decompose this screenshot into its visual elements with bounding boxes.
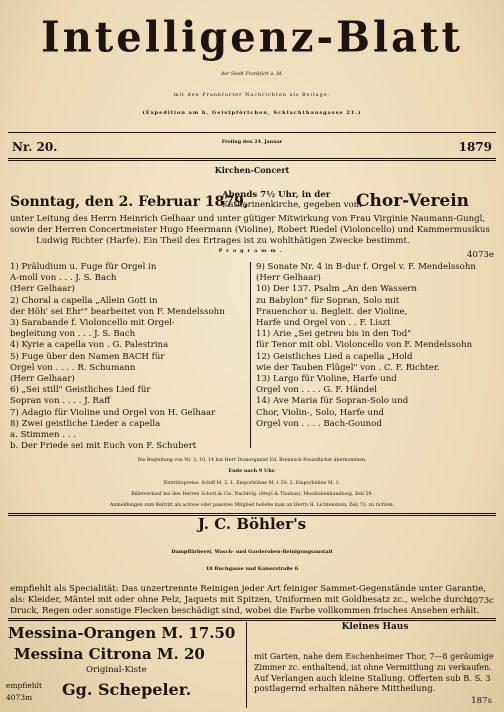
haus-line2: Zimmer zc. enthaltend, ist ohne Vermittlung zu verkaufen. (254, 663, 492, 672)
program-item: 8) Zwei geistliche Lieder a capella (10, 418, 161, 429)
program-item: (Herr Gelhaar) (10, 284, 75, 295)
boehler-address: 18 Buchgasse und Kaiserstraße 6 (205, 566, 299, 572)
membership-note: Anmeldungen zum Beitritt als actives oder passives Mitglied beliebe man an Herrn H. Lichtenstein, Zeil 73, zu richten. (109, 503, 395, 508)
boehler-line5: Druck, Regen oder sonstige Flecken beschädigt sind, wobei die Farbe vollkommen frisches Ansehen erhält. (10, 606, 480, 616)
haus-line3: Auf Verlangen auch kleine Stallung. Offerten sub B. S. 3 (254, 673, 491, 683)
issue-date: Freitag den 24. Januar (221, 140, 283, 145)
program-item: a. Stimmen . . . (10, 430, 76, 441)
program-item: 12) Geistliches Lied a capella „Hold (256, 351, 413, 362)
concert-choir: Chor-Verein (356, 191, 470, 211)
ticket-prices: Eintrittspreise: Schiff M. 2. 1. Emporbühne M. 1.50. 2. Emporbühne M. 1. (163, 481, 341, 486)
boehler-line1: Dampffärberei, Wasch- und Garderoben-Reinigungsanstalt (171, 549, 333, 555)
column-divider (246, 622, 247, 708)
oranges-line2: Messina Citrona M. 20 (14, 645, 205, 663)
ticket-sales: Billetverkauf bei den Herren Schott & Cie. Nachfolg. (Steyl & Thomas), Musikalienhandlung, Zeil 59. (131, 492, 373, 497)
program-item: A-moll von . . . J. S. Bach (10, 273, 117, 284)
oranges-merchant: Gg. Schepeler. (62, 680, 192, 699)
program-item: 6) „Sei still" Geistliches Lied für (10, 385, 151, 396)
oranges-line3: Original-Kiste (86, 665, 147, 675)
program-item: 2) Choral a capella „Allein Gott in (10, 295, 158, 306)
masthead-rule-top (8, 132, 496, 133)
program-item: 5) Fuge über den Namen BACH für (10, 351, 165, 362)
concert-title: Kirchen-Concert (214, 165, 290, 175)
masthead-supplement: mit den Frankfurter Nachrichten als Beilage. (173, 92, 331, 98)
concert-ref: 4073e (467, 250, 494, 260)
program-item: (Herr Gelhaar) (10, 374, 75, 385)
program-item: 7) Adagio für Violine und Orgel von H. Gelhaar (10, 407, 216, 418)
concert-line2: unter Leitung des Herrn Heinrich Gelhaar und unter gütiger Mitwirkung von Frau Virginie Naumann-Gungl, (10, 214, 486, 224)
program-item: für Tenor mit obl. Violoncello von F. Mendelssohn (256, 340, 473, 351)
masthead-subtitle: der Stadt Frankfurt a. M. (221, 72, 283, 77)
haus-line1: mit Garten, nahe dem Eschenheimer Thor, 7—8 geräumige (254, 652, 494, 661)
boehler-title: J. C. Böhler's (197, 515, 307, 533)
concert-line4: Ludwig Richter (Harfe). Ein Theil des Ertrages ist zu wohlthätigen Zwecke bestimmt. (36, 236, 410, 246)
programm-heading: Programm. (218, 248, 286, 254)
boehler-line3: empfiehlt als Specialität: Das unzertrennte Reinigen jeder Art feiniger Sammet-Gegenstände unter Garantie, (10, 584, 487, 594)
program-item: Sopran von . . . . J. Raff (10, 396, 111, 407)
section-rule (8, 618, 496, 621)
concert-date: Sonntag, den 2. Februar 1879, (10, 194, 249, 210)
program-item: der Höh' sei Ehr'" bearbeitet von F. Mendelssohn (10, 306, 225, 317)
program-item: Orgel von . . . . Bach-Gounod (256, 418, 382, 429)
program-item: Orgel von . . . . R. Schumann (10, 362, 136, 373)
program-item: 13) Largo für Violine, Harfe und (256, 374, 397, 385)
program-item: 11) Arie „Sei getreu bis in den Tod" (256, 329, 412, 340)
column-divider (250, 262, 251, 448)
haus-line4: postlagernd erhalten nähere Mittheilung. (254, 684, 436, 694)
concert-venue: Katharinenkirche, gegeben vom (222, 200, 362, 210)
program-item: Harfe und Orgel von . . F. Liszt (256, 318, 391, 329)
program-item: 3) Sarabande f. Violoncello mit Orgel- (10, 318, 175, 329)
issue-year: 1879 (458, 140, 492, 154)
program-item: Orgel von . . . . G. F. Händel (256, 385, 377, 396)
program-item: zu Babylon" für Sopran, Solo mit (256, 295, 400, 306)
masthead-title: Intelligenz-Blatt (41, 12, 463, 63)
accompaniment-note: Die Begleitung von Nr. 3, 10, 14 hat Herr Domorganist Ed. Brenneck freundlichst übernommen. (137, 458, 367, 463)
program-item: (Herr Gelhaar) (256, 273, 321, 284)
haus-title: Kleines Haus (341, 622, 409, 632)
concert-end: Ende nach 9 Uhr. (228, 468, 276, 474)
program-left-column (10, 262, 246, 452)
haus-ref: 187s (471, 696, 492, 706)
masthead-expedition: (Expedition am h. Geistpförtchen, Schlachthausgasse 21.) (142, 110, 362, 116)
program-item: begleitung von . . . J. S. Bach (10, 329, 136, 340)
program-item: 9) Sonate Nr. 4 in B-dur f. Orgel v. F. Mendelssohn (256, 262, 476, 272)
program-item: Frauenchor u. Begleit. der Violine, (256, 306, 408, 317)
program-item: 1) Präludium u. Fuge für Orgel in (10, 262, 157, 272)
issue-number: Nr. 20. (12, 140, 58, 154)
oranges-line1: Messina-Orangen M. 17.50 (8, 624, 236, 642)
program-right-column (256, 262, 496, 430)
boehler-line4: als: Kleider, Mäntel mit oder ohne Pelz, Jaquets mit Spitzen, Uniformen mit Goldbesatz zc., welche durch (10, 595, 470, 605)
masthead-rule-bottom (8, 158, 496, 161)
program-item: 4) Kyrie a capella von . G. Palestrina (10, 340, 169, 351)
concert-time: Abends 7½ Uhr, in der (222, 190, 331, 200)
boehler-ref: 4073c (467, 596, 494, 606)
program-item: b. Der Friede sei mit Euch von F. Schubert (10, 441, 197, 452)
program-item: wie der Tauben Flügel" von . C. F. Richter. (256, 362, 440, 373)
oranges-side2: 4073m (6, 693, 33, 702)
oranges-side1: empfiehlt (6, 681, 43, 690)
concert-line3: sowie der Herren Concertmeister Hugo Heermann (Violine), Robert Riedel (Violoncello) und Kammermusikus (10, 225, 490, 235)
program-item: Chor, Violin-, Solo, Harfe und (256, 407, 385, 418)
program-item: 10) Der 137. Psalm „An den Wassern (256, 284, 417, 295)
program-item: 14) Ave Maria für Sopran-Solo und (256, 396, 409, 407)
